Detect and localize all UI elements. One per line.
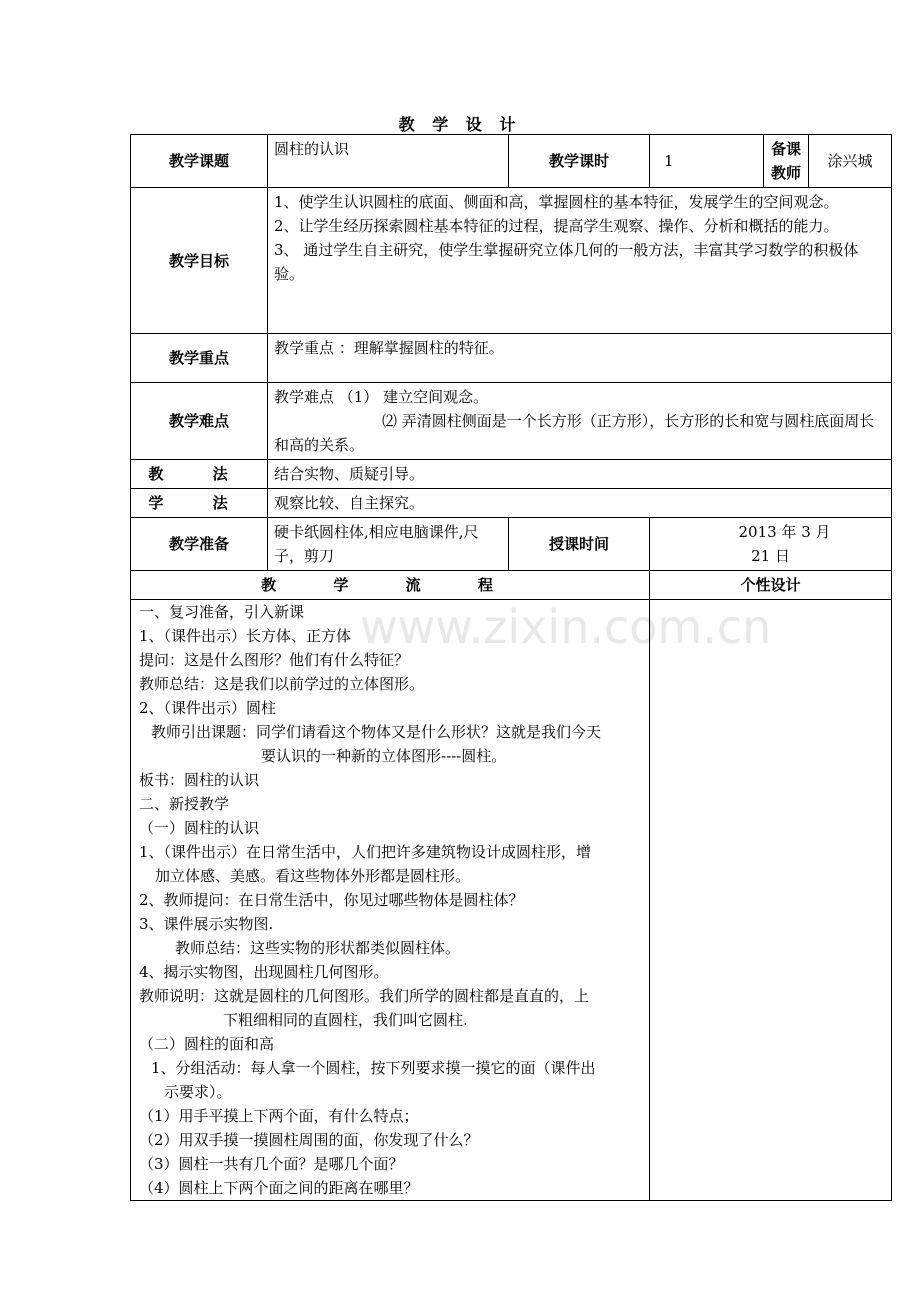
flow-line: 1、分组活动：每人拿一个圆柱，按下列要求摸一摸它的面（课件出 bbox=[151, 1059, 596, 1077]
teacher-label: 备课教师 bbox=[764, 135, 809, 188]
row-teaching-method bbox=[131, 460, 892, 489]
flow-line: 教师说明：这就是圆柱的几何图形。我们所学的圆柱都是直直的，上 bbox=[139, 987, 590, 1005]
flow-line: 下粗细相同的直圆柱，我们叫它圆柱. bbox=[223, 1011, 468, 1029]
personal-design-cell bbox=[650, 600, 892, 1201]
difficulties-label: 教学难点 bbox=[131, 383, 268, 460]
watermark: www.zixin.com.cn bbox=[360, 600, 772, 654]
flow-line: 要认识的一种新的立体图形----圆柱。 bbox=[261, 747, 507, 765]
lesson-plan-table bbox=[130, 134, 892, 1201]
document-title: 教 学 设 计 bbox=[398, 115, 522, 134]
objectives-content bbox=[268, 188, 892, 334]
flow-line: （一）圆柱的认识 bbox=[139, 819, 260, 837]
row-flow-header bbox=[131, 571, 892, 600]
row-key-points bbox=[131, 334, 892, 383]
flow-line: （3）圆柱一共有几个面？是哪几个面？ bbox=[139, 1155, 404, 1173]
flow-content bbox=[131, 600, 650, 1201]
flow-line: （4）圆柱上下两个面之间的距离在哪里？ bbox=[139, 1179, 419, 1197]
flow-line: 加立体感、美感。看这些物体外形都是圆柱形。 bbox=[155, 867, 471, 885]
objective-2: 2、让学生经历探索圆柱基本特征的过程，提高学生观察、操作、分析和概括的能力。 bbox=[274, 217, 839, 235]
topic-value: 圆柱的认识 bbox=[268, 135, 509, 188]
hours-label: 教学课时 bbox=[509, 135, 650, 188]
topic-label: 教学课题 bbox=[131, 135, 268, 188]
preparation-label: 教学准备 bbox=[131, 518, 268, 571]
flow-line: （二）圆柱的面和高 bbox=[139, 1035, 275, 1053]
row-preparation bbox=[131, 518, 892, 571]
flow-line: 教师总结：这是我们以前学过的立体图形。 bbox=[139, 675, 425, 693]
difficulty-1: 教学难点 （1） 建立空间观念。 bbox=[274, 388, 489, 406]
row-flow-content bbox=[131, 600, 892, 1201]
flow-header-label: 教 学 流 程 bbox=[261, 576, 519, 594]
key-points-label: 教学重点 bbox=[131, 334, 268, 383]
row-learning-method bbox=[131, 489, 892, 518]
flow-line: 1、（课件出示）长方体、正方体 bbox=[139, 627, 352, 645]
hours-value: 1 bbox=[650, 135, 764, 188]
class-time-line-2: 21 日 bbox=[751, 547, 790, 565]
preparation-text: 硬卡纸圆柱体,相应电脑课件,尺子，剪刀 bbox=[268, 518, 509, 571]
flow-line: 4、揭示实物图，出现圆柱几何图形。 bbox=[139, 963, 389, 981]
difficulties-content bbox=[268, 383, 892, 460]
objectives-label: 教学目标 bbox=[131, 188, 268, 334]
flow-line: 示要求）。 bbox=[164, 1083, 232, 1101]
teacher-value: 涂兴城 bbox=[809, 135, 892, 188]
row-topic bbox=[131, 135, 892, 188]
teaching-method-text: 结合实物、质疑引导。 bbox=[268, 460, 892, 489]
flow-line: （2）用双手摸一摸圆柱周围的面，你发现了什么？ bbox=[139, 1131, 479, 1149]
row-objectives bbox=[131, 188, 892, 334]
flow-line: 1、（课件出示）在日常生活中，人们把许多建筑物设计成圆柱形，增 bbox=[139, 843, 592, 861]
objective-3: 3、 通过学生自主研究，使学生掌握研究立体几何的一般方法，丰富其学习数学的积极体验。 bbox=[274, 241, 859, 283]
class-time-value bbox=[650, 518, 892, 571]
class-time-line-1: 2013 年 3 月 bbox=[738, 523, 831, 541]
flow-line: 2、教师提问：在日常生活中，你见过哪些物体是圆柱体？ bbox=[139, 891, 524, 909]
objective-1: 1、使学生认识圆柱的底面、侧面和高，掌握圆柱的基本特征，发展学生的空间观念。 bbox=[274, 193, 839, 211]
flow-line: （1）用手平摸上下两个面，有什么特点； bbox=[139, 1107, 419, 1125]
teaching-method-label: 教 法 bbox=[148, 465, 250, 483]
flow-line: 教师引出课题：同学们请看这个物体又是什么形状？这就是我们今天 bbox=[151, 723, 602, 741]
flow-line: 3、课件展示实物图. bbox=[139, 915, 274, 933]
flow-line: 一、复习准备，引入新课 bbox=[139, 603, 305, 621]
class-time-label: 授课时间 bbox=[509, 518, 650, 571]
difficulty-2: ⑵ 弄清圆柱侧面是一个长方形（正方形），长方形的长和宽与圆柱底面周长和高的关系。 bbox=[274, 412, 875, 454]
personal-design-label: 个性设计 bbox=[650, 571, 892, 600]
flow-line: 提问：这是什么图形？他们有什么特征？ bbox=[139, 651, 410, 669]
learning-method-label: 学 法 bbox=[148, 494, 250, 512]
flow-line: 板书：圆柱的认识 bbox=[139, 771, 260, 789]
flow-line: 2、（课件出示）圆柱 bbox=[139, 699, 277, 717]
row-difficulties bbox=[131, 383, 892, 460]
learning-method-text: 观察比较、自主探究。 bbox=[268, 489, 892, 518]
flow-line: 教师总结：这些实物的形状都类似圆柱体。 bbox=[175, 939, 461, 957]
key-points-text: 教学重点 ：理解掌握圆柱的特征。 bbox=[268, 334, 892, 383]
flow-line: 二、新授教学 bbox=[139, 795, 230, 813]
